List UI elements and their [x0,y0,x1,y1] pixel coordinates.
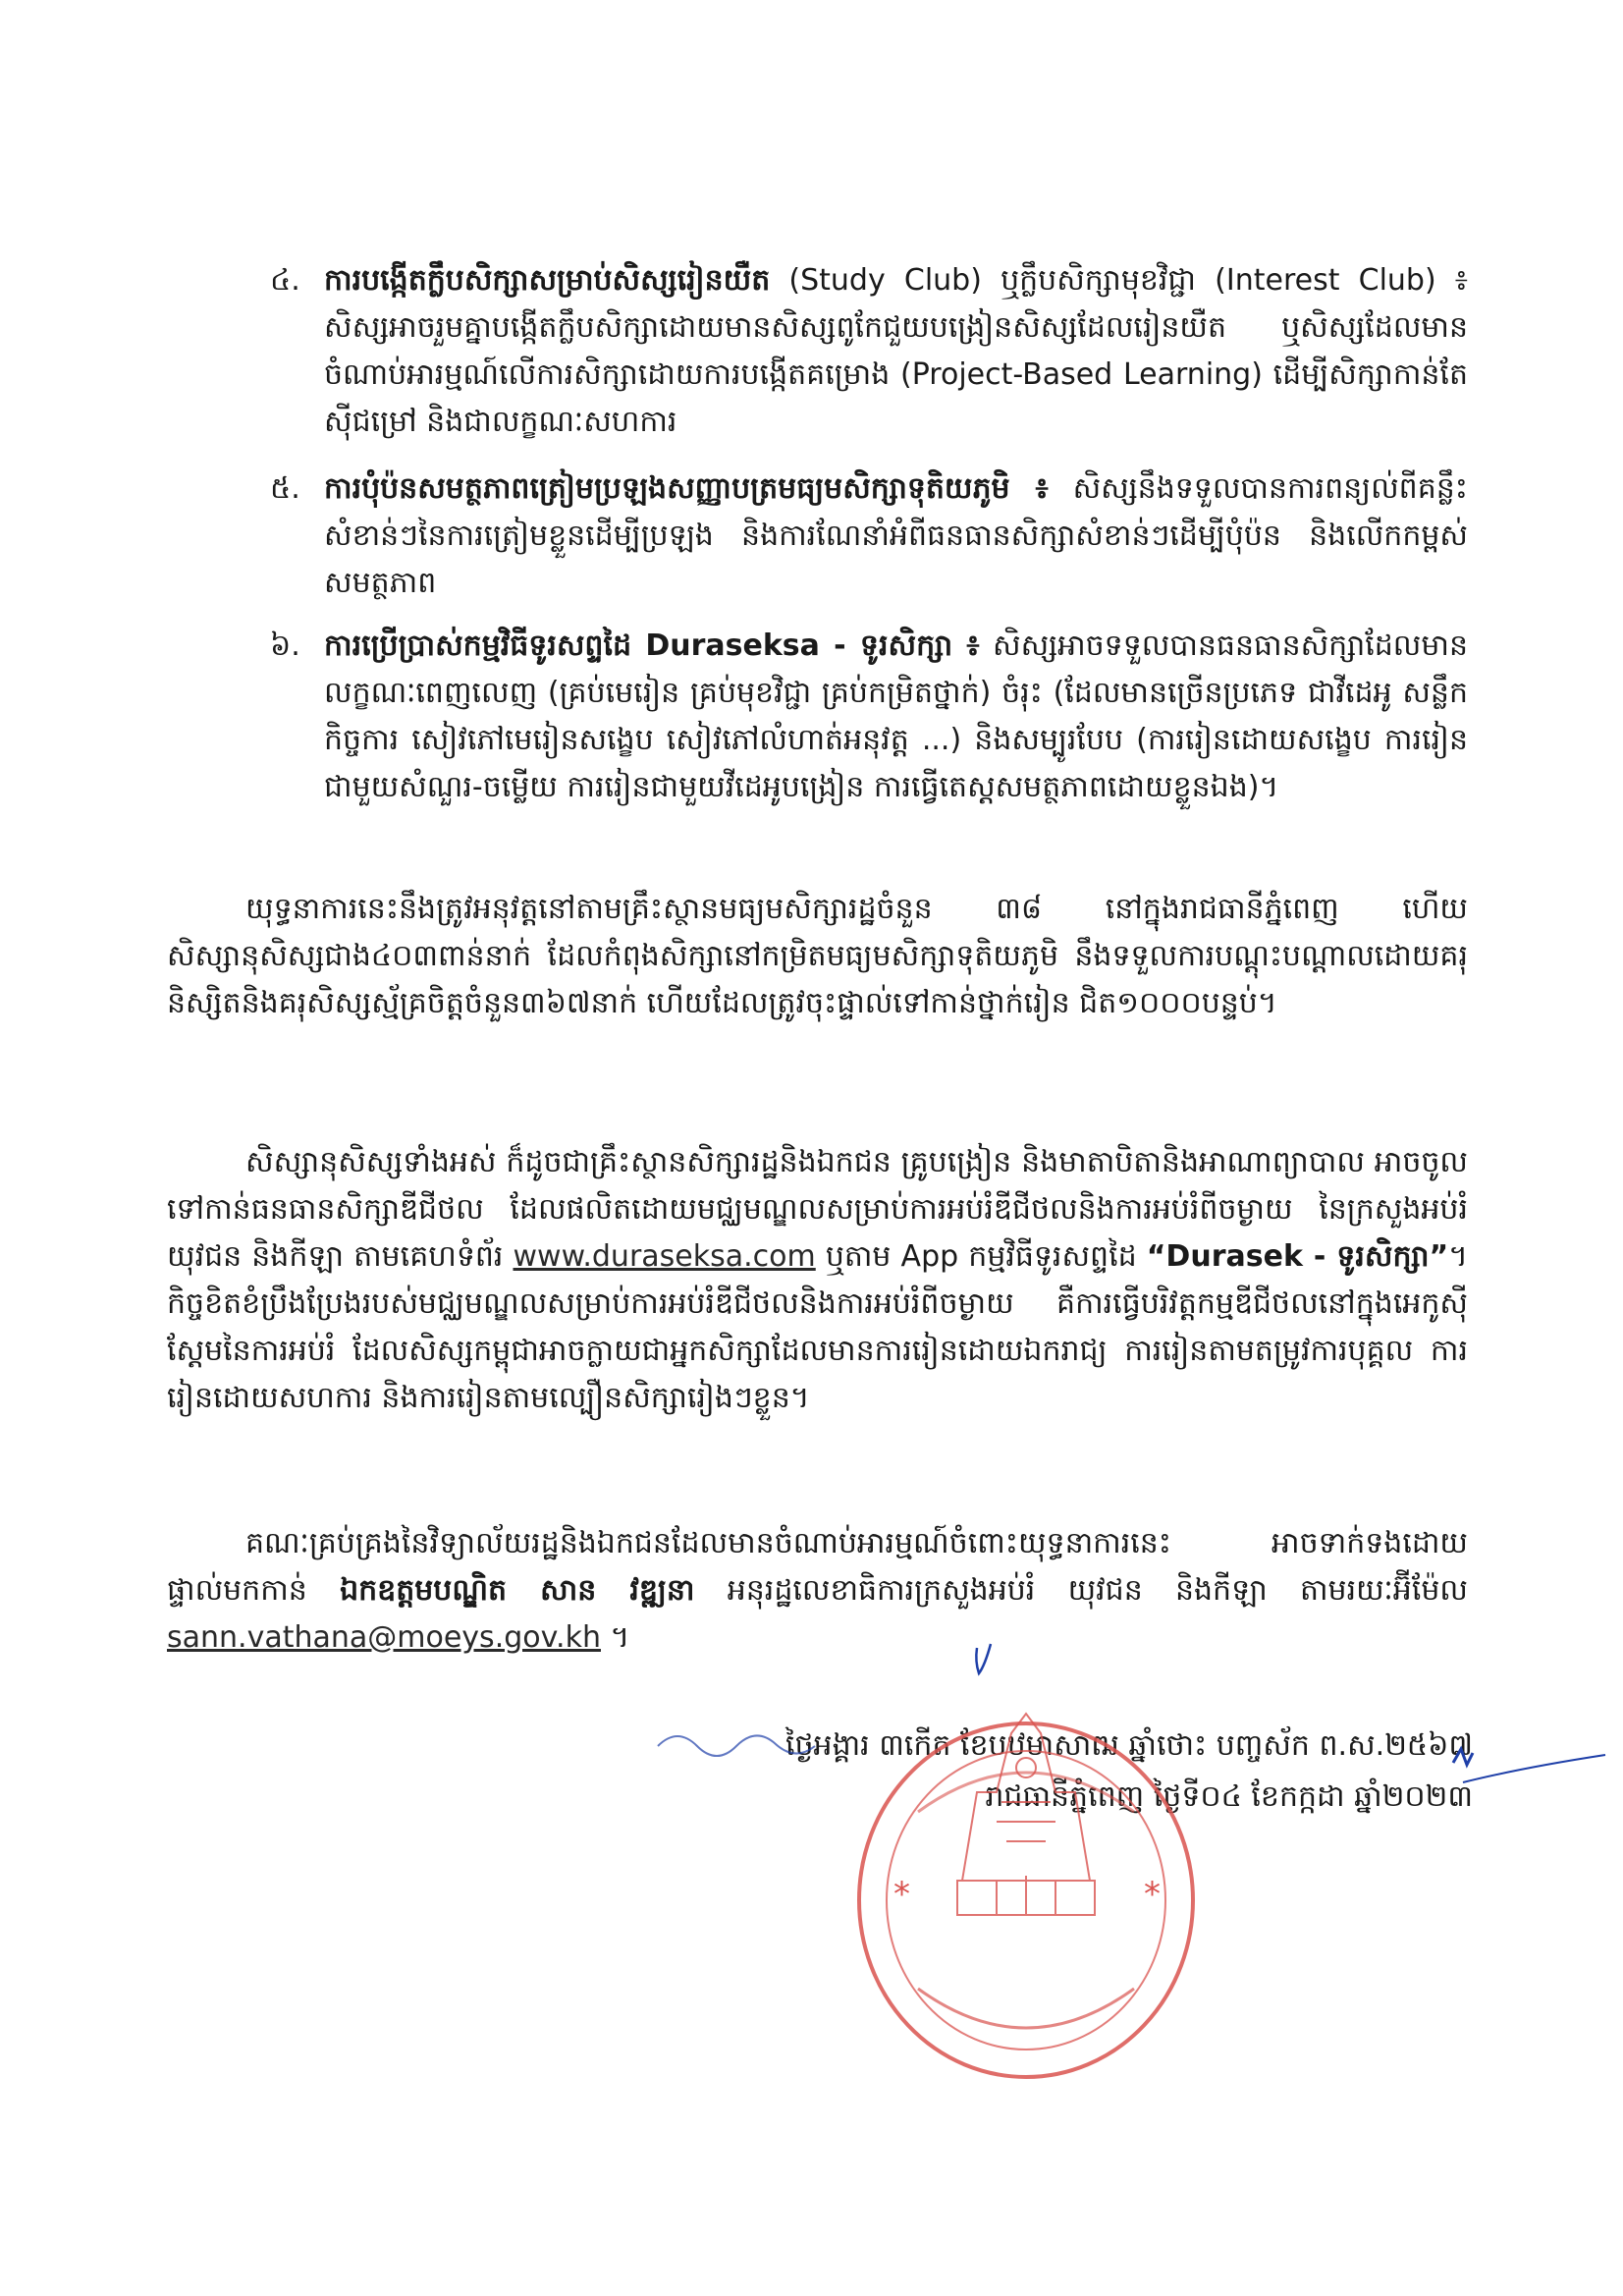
paragraph-campaign: យុទ្ធនាការនេះនឹងត្រូវអនុវត្តនៅតាមគ្រឹះស្ថានមធ្យមសិក្សារដ្ឋចំនួន ៣៨ នៅក្នុងរាជធានីភ្នំពេញ ហើយ សិស្សានុសិស្សជាង៤០៣ពាន់នាក់ ដែលកំពុងសិក្សានៅកម្រិតមធ្យមសិក្សាទុតិយភូមិ នឹងទទួលការបណ្តុះបណ្តាលដោយគរុនិស្សិតនិងគរុសិស្សស្ម័គ្រចិត្តចំនួន៣៦៧នាក់ ហើយដែលត្រូវចុះផ្ទាល់ទៅកាន់ថ្នាក់រៀន ជិត១០០០បន្ទប់។ [167,892,1468,1020]
paragraph-text: គណៈគ្រប់គ្រងនៃវិទ្យាល័យរដ្ឋនិងឯកជនដែលមានចំណាប់អារម្មណ៍ចំពោះយុទ្ធនាការនេះ អាចទាក់ទងដោយផ្ទាល់មកកាន់ [167,1526,1468,1608]
svg-text:*: * [893,1875,910,1914]
list-number: ៦. [270,629,300,663]
list-body [324,465,1468,607]
website-link[interactable]: www.duraseksa.com [513,1239,816,1274]
list-item-6 [270,623,1468,811]
contact-name: ឯកឧត្តមបណ្ឌិត សាន វឌ្ឍនា [340,1573,695,1608]
list-item-4 [270,257,1468,446]
list-body [324,257,1468,446]
list-title: ការបង្កើតក្លឹបសិក្សាសម្រាប់សិស្សរៀនយឺត [324,263,771,298]
paragraph-contact [167,1520,1468,1662]
svg-text:*: * [1144,1875,1161,1914]
paragraph-text: ឬតាម App កម្មវិធីទូរសព្ទដៃ [815,1239,1147,1274]
date-solar: រាជធានីភ្នំពេញ ថ្ងៃទី០៤ ខែកក្កដា ឆ្នាំ២០២៣ [985,1779,1473,1814]
handwritten-date-mark [648,1717,825,1776]
list-text: សិស្សនឹងទទួលបានការពន្យល់ពីគន្លឹះសំខាន់ៗនៃការត្រៀមខ្លួនដើម្បីប្រឡង និងការណែនាំអំពីធនធានសិក្សាសំខាន់ៗដើម្បីប៉ំប៉ន និងលើកកម្ពស់សមត្ថភាព [324,471,1468,600]
paragraph-resources [167,1139,1468,1422]
paragraph-text: ។ កិច្ចខិតខំប្រឹងប្រែងរបស់មជ្ឈមណ្ឌលសម្រាប់ការអប់រំឌីជីថលនិងការអប់រំពីចម្ងាយ គឺការធ្វើបរិវត្តកម្មឌីជីថលនៅក្នុងអេកូស៊ីស្តែមនៃការអប់រំ ដែលសិស្សកម្ពុជាអាចក្លាយជាអ្នកសិក្សាដែលមានការរៀនដោយឯករាជ្យ ការរៀនតាមតម្រូវការបុគ្គល ការរៀនដោយសហការ និងការរៀនតាមល្បឿនសិក្សារៀងៗខ្លួន។ [167,1239,1468,1415]
paragraph-text: ។ [600,1620,630,1655]
list-text: (Study Club) ឬក្លឹបសិក្សាមុខវិជ្ជា (Interest Club) ៖ សិស្សអាចរួមគ្នាបង្កើតក្លឹបសិក្សាដោយមានសិស្សពូកែជួយបង្រៀនសិស្សដែលរៀនយឺត ឬសិស្សដែលមានចំណាប់អារម្មណ៍លើការសិក្សាដោយការបង្កើតគម្រោង (Project-Based Learning) ដើម្បីសិក្សាកាន់តែស៊ីជម្រៅ និងជាលក្ខណៈសហការ [324,263,1468,439]
official-seal-stamp [849,1674,1203,2087]
list-text: សិស្សអាចទទួលបានធនធានសិក្សាដែលមានលក្ខណៈពេញលេញ (គ្រប់មេរៀន គ្រប់មុខវិជ្ជា គ្រប់កម្រិតថ្នាក់) ចំរុះ (ដែលមានច្រើនប្រភេទ ជាវីដេអូ សន្លឹកកិច្ចការ សៀវភៅមេរៀនសង្ខេប សៀវភៅលំហាត់អនុវត្ត ...) និងសម្បូរបែប (ការរៀនដោយសង្ខេប ការរៀនជាមួយសំណួរ-ចម្លើយ ការរៀនជាមួយវីដេអូបង្រៀន ការធ្វើតេស្តសមត្ថភាពដោយខ្លួនឯង)។ [324,629,1468,804]
list-item-5 [270,465,1468,607]
list-title: ការប្រើប្រាស់កម្មវិធីទូរសព្ទដៃ Duraseksa - ទូរសិក្សា ៖ [324,629,980,663]
paragraph-text: សិស្សានុសិស្សទាំងអស់ ក៏ដូចជាគ្រឹះស្ថានសិក្សារដ្ឋនិងឯកជន គ្រូបង្រៀន និងមាតាបិតានិងអាណាព្យាបាល អាចចូលទៅកាន់ធនធានសិក្សាឌីជីថល ដែលផលិតដោយមជ្ឈមណ្ឌលសម្រាប់ការអប់រំឌីជីថលនិងការអប់រំពីចម្ងាយ នៃក្រសួងអប់រំ យុវជន និងកីឡា តាមគេហទំព័រ [167,1145,1468,1274]
list-body [324,623,1468,811]
list-number: ៥. [270,471,300,506]
signature-flourish-icon [1434,1723,1610,1802]
list-number: ៤. [270,263,300,298]
email-link[interactable]: sann.vathana@moeys.gov.kh [167,1620,601,1655]
check-mark-icon [967,1638,997,1677]
date-lunar: ថ្ងៃអង្គារ ៣កើត ខែបឋមាសាឍ ឆ្នាំថោះ បញ្ចស័ក ព.ស.២៥៦៧ [784,1728,1473,1763]
list-title: ការប៉ំប៉នសមត្ថភាពត្រៀមប្រឡងសញ្ញាបត្រមធ្យមសិក្សាទុតិយភូមិ ៖ [324,471,1049,506]
paragraph-text: អនុរដ្ឋលេខាធិការក្រសួងអប់រំ យុវជន និងកីឡា តាមរយៈអ៊ីម៉ែល [694,1573,1468,1608]
app-name: “Durasek - ទូរសិក្សា” [1146,1239,1449,1274]
